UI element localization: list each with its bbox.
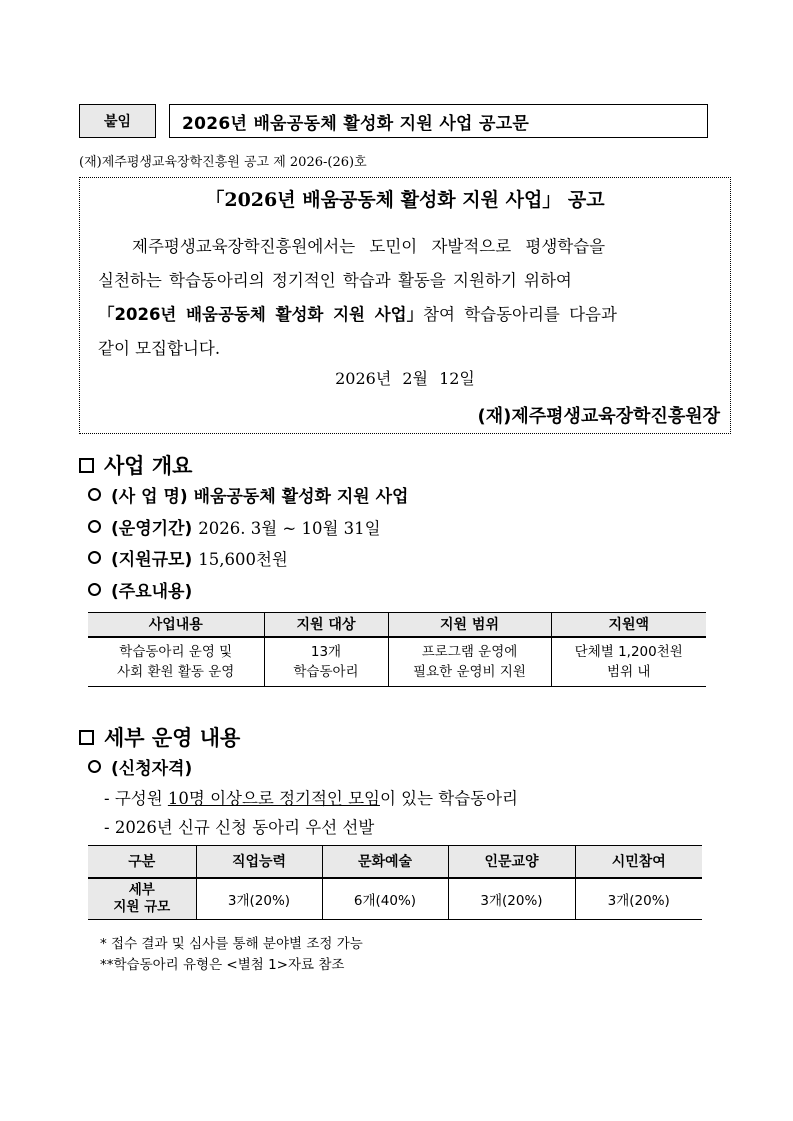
circle-bullet-icon <box>88 488 101 501</box>
circle-bullet-icon <box>88 551 101 564</box>
table-row-header: 세부 지원 규모 <box>88 878 196 920</box>
table-header-row <box>88 613 706 637</box>
table-cell: 13개 학습동아리 <box>264 637 388 687</box>
table-header-cell: 시민참여 <box>575 846 702 878</box>
section-overview-heading <box>79 450 192 480</box>
document-title: 2026년 배움공동체 활성화 지원 사업 공고문 <box>169 104 708 138</box>
table-header-cell: 지원액 <box>551 613 706 637</box>
square-bullet-icon <box>79 730 94 745</box>
underlined-requirement: 10명 이상으로 정기적인 모임 <box>167 789 380 808</box>
section-details-heading <box>79 722 240 752</box>
table-cell: 단체별 1,200천원 범위 내 <box>551 637 706 687</box>
overview-item-content <box>88 577 198 602</box>
footnote-2: **학습동아리 유형은 <별첨 1>자료 참조 <box>100 957 345 973</box>
eligibility-line-1: - 구성원 10명 이상으로 정기적인 모임이 있는 학습동아리 <box>104 789 518 808</box>
table-header-cell: 구분 <box>88 846 196 878</box>
section-overview-title: 사업 개요 <box>104 454 193 478</box>
table-header-cell: 직업능력 <box>196 846 322 878</box>
table-row <box>88 637 706 687</box>
item-label: (주요내용) <box>111 582 193 602</box>
notice-signature: (재)제주평생교육장학진흥원장 <box>477 406 720 427</box>
section-details-title: 세부 운영 내용 <box>104 726 241 750</box>
notice-line-3-rest: 참여 학습동아리를 다음과 <box>423 305 617 324</box>
notice-line-2: 실천하는 학습동아리의 정기적인 학습과 활동을 지원하기 위하여 <box>98 271 572 290</box>
item-label: (지원규모) <box>111 550 193 570</box>
notice-line-3 <box>98 298 718 332</box>
table-header-row <box>88 846 702 878</box>
circle-bullet-icon <box>88 583 101 596</box>
item-label: (운영기간) <box>111 519 193 539</box>
table-cell: 3개(20%) <box>196 878 322 920</box>
item-value: 15,600천원 <box>198 549 288 569</box>
table-header-cell: 지원 범위 <box>388 613 551 637</box>
notice-title: 「2026년 배움공동체 활성화 지원 사업」 공고 <box>205 189 605 211</box>
table-header-cell: 사업내용 <box>88 613 264 637</box>
table-cell: 3개(20%) <box>575 878 702 920</box>
attachment-tag: 붙임 <box>79 104 156 138</box>
notice-number: (재)제주평생교육장학진흥원 공고 제 2026-(26)호 <box>79 155 367 170</box>
overview-item-scale <box>88 545 288 570</box>
item-label: (사 업 명) <box>111 487 188 507</box>
overview-table <box>88 612 706 687</box>
support-scale-table <box>88 845 702 920</box>
circle-bullet-icon <box>88 520 101 533</box>
overview-item-name <box>88 482 408 507</box>
table-header-cell: 지원 대상 <box>264 613 388 637</box>
notice-project-name: 「2026년 배움공동체 활성화 지원 사업」 <box>98 305 424 324</box>
notice-box <box>79 177 731 434</box>
table-header-cell: 인문교양 <box>448 846 575 878</box>
table-cell: 6개(40%) <box>322 878 448 920</box>
item-value: 배움공동체 활성화 지원 사업 <box>193 487 409 507</box>
table-row <box>88 878 702 920</box>
item-label: (신청자격) <box>111 759 193 779</box>
square-bullet-icon <box>79 458 94 473</box>
footnote-1: * 접수 결과 및 심사를 통해 분야별 조정 가능 <box>100 936 363 952</box>
table-cell: 3개(20%) <box>448 878 575 920</box>
notice-line-4: 같이 모집합니다. <box>98 339 221 358</box>
circle-bullet-icon <box>88 760 101 773</box>
notice-body <box>98 230 718 366</box>
item-value: 2026. 3월 ~ 10월 31일 <box>198 518 381 538</box>
table-cell: 프로그램 운영에 필요한 운영비 지원 <box>388 637 551 687</box>
details-item-eligibility <box>88 754 198 779</box>
eligibility-line-2: - 2026년 신규 신청 동아리 우선 선발 <box>104 818 375 837</box>
table-header-cell: 문화예술 <box>322 846 448 878</box>
notice-line-1: 제주평생교육장학진흥원에서는 도민이 자발적으로 평생학습을 <box>132 237 606 256</box>
table-cell: 학습동아리 운영 및 사회 환원 활동 운영 <box>88 637 264 687</box>
overview-item-period <box>88 514 381 539</box>
notice-date: 2026년 2월 12일 <box>335 369 475 388</box>
